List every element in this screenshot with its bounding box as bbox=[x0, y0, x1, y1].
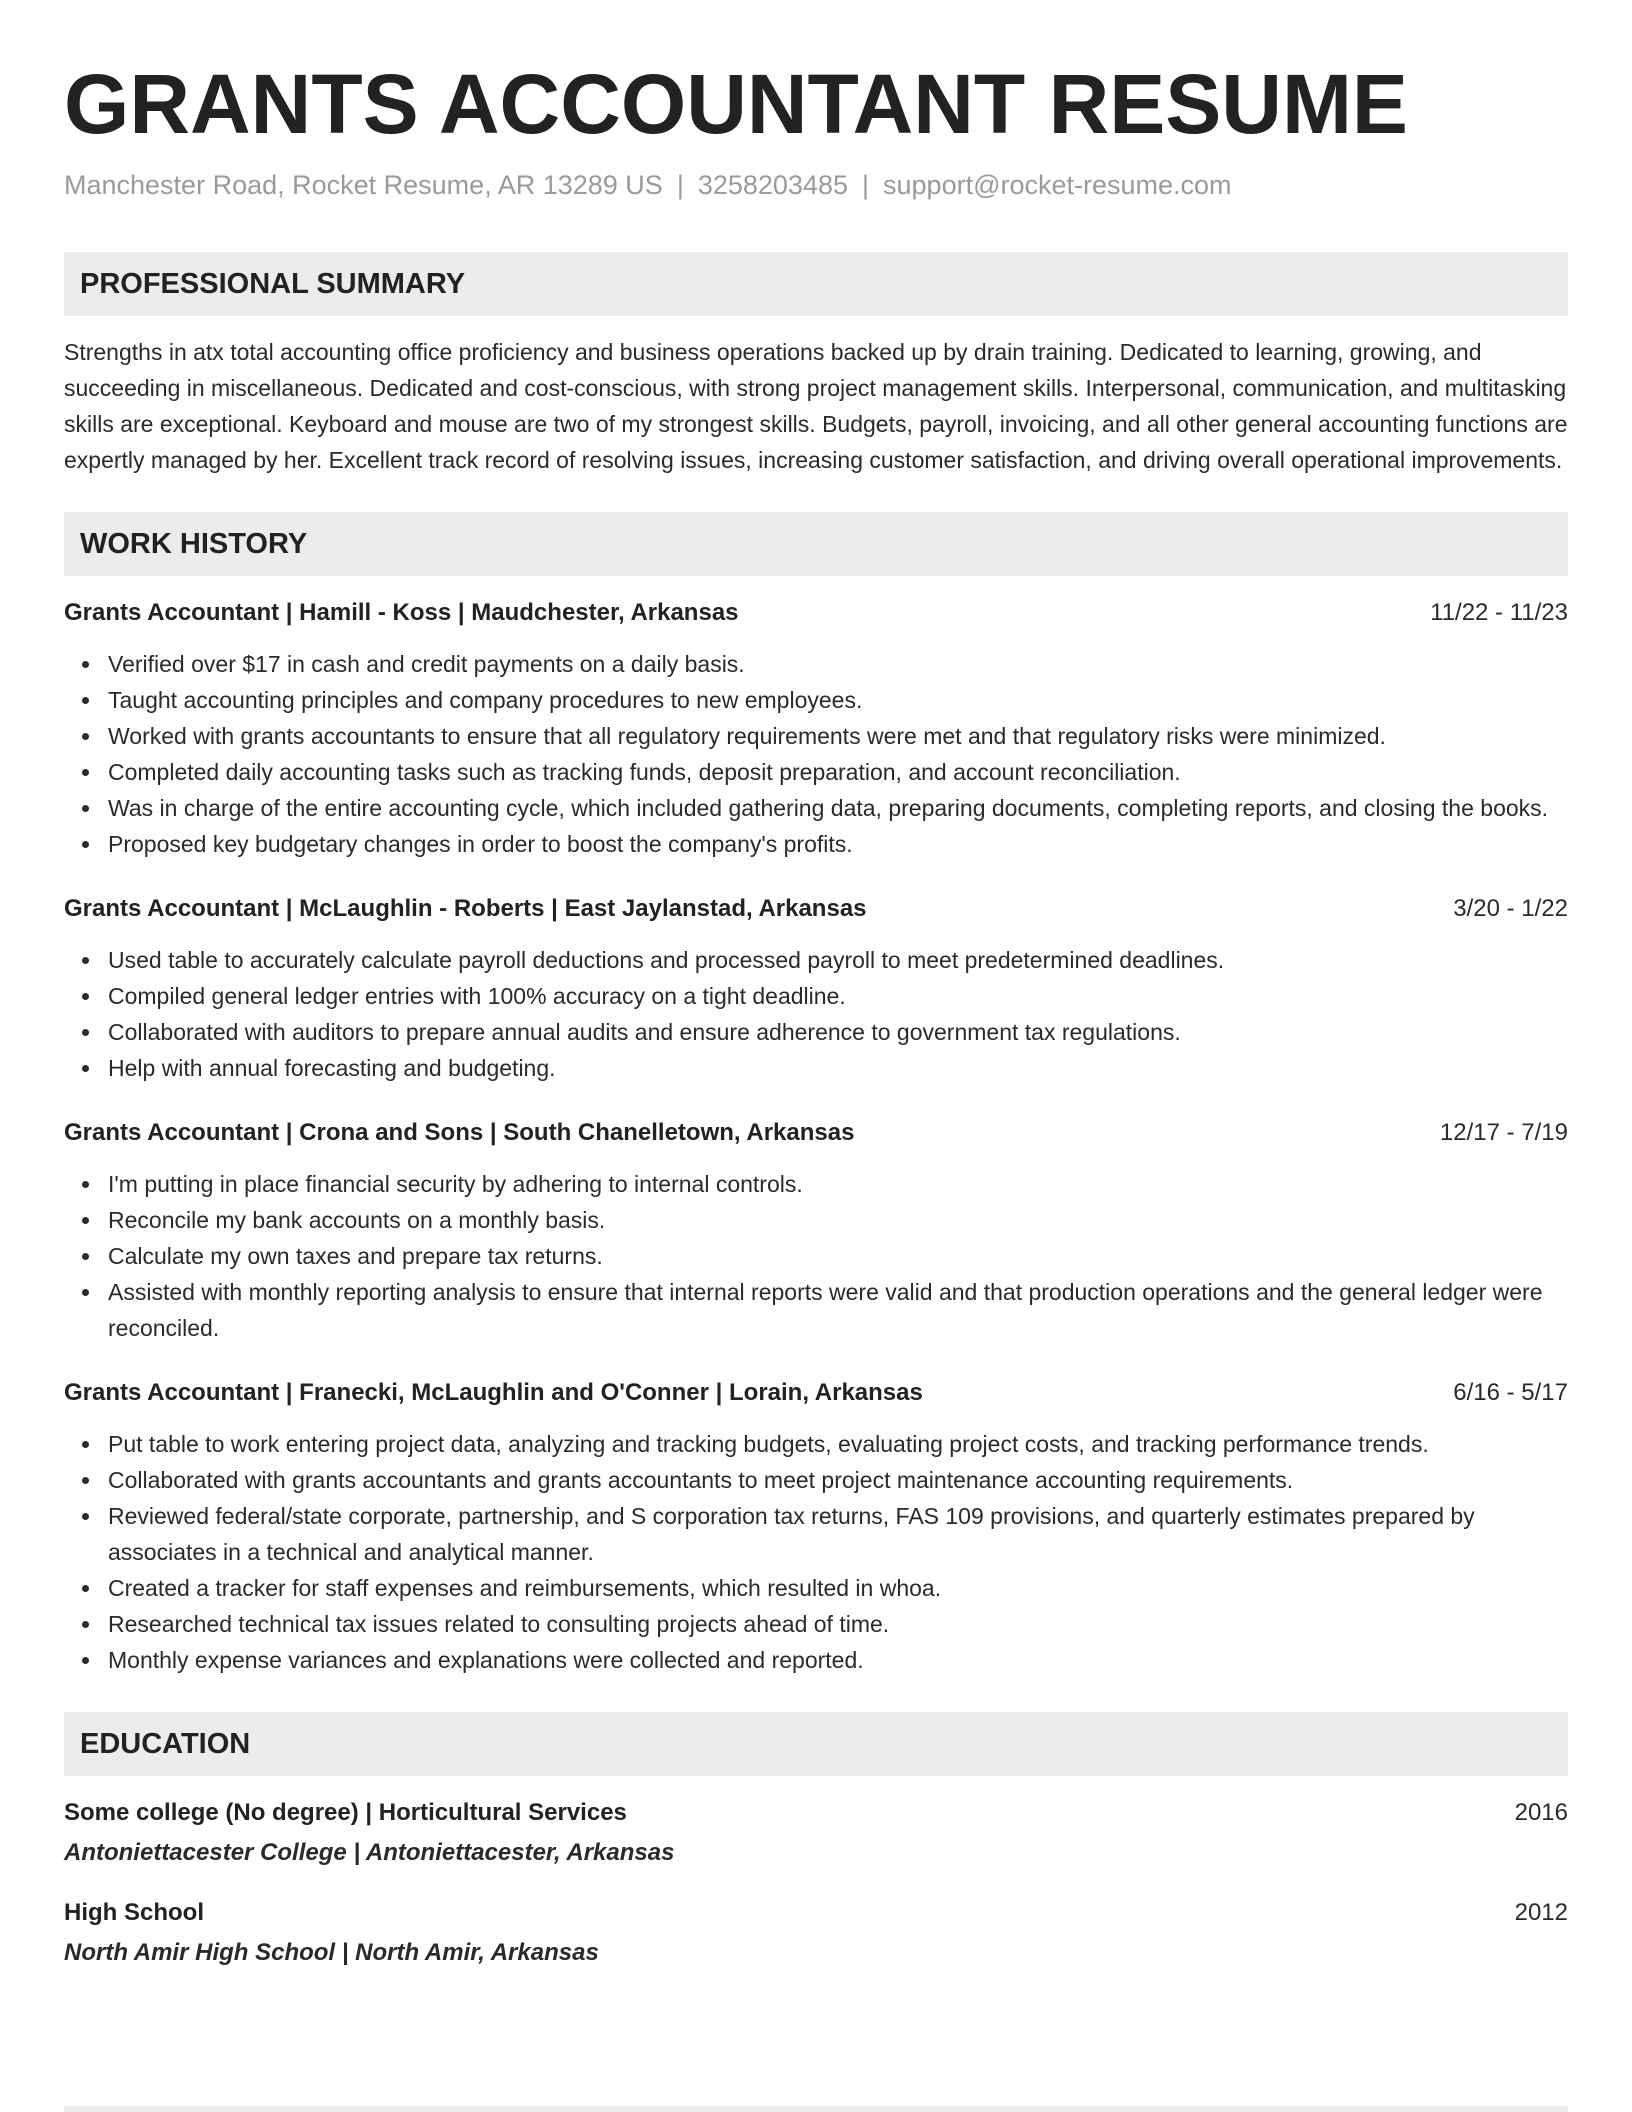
job-title: Grants Accountant | Crona and Sons | South Chanelletown, Arkansas bbox=[64, 1119, 855, 1146]
job-dates: 3/20 - 1/22 bbox=[1453, 895, 1568, 922]
bottom-divider bbox=[64, 2106, 1568, 2112]
job-title: Grants Accountant | Franecki, McLaughlin and O'Conner | Lorain, Arkansas bbox=[64, 1379, 923, 1406]
contact-phone: 3258203485 bbox=[697, 170, 848, 200]
job-bullet: Collaborated with auditors to prepare annual audits and ensure adherence to government tax regulations. bbox=[108, 1014, 1568, 1050]
section-header-summary: PROFESSIONAL SUMMARY bbox=[64, 252, 1568, 316]
summary-text: Strengths in atx total accounting office proficiency and business operations backed up by drain training. Dedicated to learning, growing, and succeeding in miscellaneous. Dedicated and cost-conscious, with strong project management skills. Interpersonal, communication, and multitasking skills are exceptional. Keyboard and mouse are two of my strongest skills. Budgets, payroll, invoicing, and all other general accounting functions are expertly managed by her. Excellent track record of resolving issues, increasing customer satisfaction, and driving overall operational improvements. bbox=[64, 339, 1568, 473]
job-header bbox=[64, 1376, 1568, 1410]
section-header-work-history: WORK HISTORY bbox=[64, 512, 1568, 576]
job-bullet: Reviewed federal/state corporate, partnership, and S corporation tax returns, FAS 109 provisions, and quarterly estimates prepared by associates in a technical and analytical manner. bbox=[108, 1498, 1568, 1570]
job-entry bbox=[64, 1376, 1568, 1678]
job-bullet: I'm putting in place financial security by adhering to internal controls. bbox=[108, 1166, 1568, 1202]
job-bullet: Used table to accurately calculate payroll deductions and processed payroll to meet predetermined deadlines. bbox=[108, 942, 1568, 978]
job-bullets bbox=[64, 1426, 1568, 1678]
job-bullet: Was in charge of the entire accounting cycle, which included gathering data, preparing documents, completing reports, and closing the books. bbox=[108, 790, 1568, 826]
job-bullet: Help with annual forecasting and budgeting. bbox=[108, 1050, 1568, 1086]
education-degree: High School bbox=[64, 1899, 204, 1926]
job-bullets bbox=[64, 1166, 1568, 1346]
education-header bbox=[64, 1796, 1568, 1830]
job-title: Grants Accountant | Hamill - Koss | Maudchester, Arkansas bbox=[64, 599, 739, 626]
job-bullet: Collaborated with grants accountants and grants accountants to meet project maintenance accounting requirements. bbox=[108, 1462, 1568, 1498]
job-title: Grants Accountant | McLaughlin - Roberts | East Jaylanstad, Arkansas bbox=[64, 895, 867, 922]
resume-title: GRANTS ACCOUNTANT RESUME bbox=[64, 57, 1408, 151]
education-school: North Amir High School | North Amir, Arkansas bbox=[64, 1939, 599, 1966]
section-header-education: EDUCATION bbox=[64, 1712, 1568, 1776]
job-header bbox=[64, 892, 1568, 926]
job-dates: 11/22 - 11/23 bbox=[1430, 599, 1568, 626]
education-year: 2016 bbox=[1514, 1799, 1568, 1826]
job-entry bbox=[64, 892, 1568, 1086]
education-header bbox=[64, 1896, 1568, 1930]
job-bullet: Calculate my own taxes and prepare tax returns. bbox=[108, 1238, 1568, 1274]
contact-separator: | bbox=[676, 170, 684, 200]
education-school: Antoniettacester College | Antoniettacester, Arkansas bbox=[64, 1839, 675, 1866]
job-bullet: Proposed key budgetary changes in order to boost the company's profits. bbox=[108, 826, 1568, 862]
job-bullet: Worked with grants accountants to ensure that all regulatory requirements were met and that regulatory risks were minimized. bbox=[108, 718, 1568, 754]
job-bullet: Verified over $17 in cash and credit payments on a daily basis. bbox=[108, 646, 1568, 682]
job-header bbox=[64, 1116, 1568, 1150]
job-dates: 12/17 - 7/19 bbox=[1439, 1119, 1568, 1146]
job-bullet: Compiled general ledger entries with 100% accuracy on a tight deadline. bbox=[108, 978, 1568, 1014]
job-bullet: Monthly expense variances and explanations were collected and reported. bbox=[108, 1642, 1568, 1678]
job-bullet: Taught accounting principles and company procedures to new employees. bbox=[108, 682, 1568, 718]
job-bullet: Researched technical tax issues related to consulting projects ahead of time. bbox=[108, 1606, 1568, 1642]
education-entry bbox=[64, 1896, 1568, 1970]
education-degree: Some college (No degree) | Horticultural Services bbox=[64, 1799, 627, 1826]
contact-email: support@rocket-resume.com bbox=[883, 170, 1232, 200]
job-entry bbox=[64, 596, 1568, 862]
education-year: 2012 bbox=[1514, 1899, 1568, 1926]
job-dates: 6/16 - 5/17 bbox=[1453, 1379, 1568, 1406]
contact-address: Manchester Road, Rocket Resume, AR 13289 US bbox=[64, 170, 663, 200]
job-entry bbox=[64, 1116, 1568, 1346]
job-bullet: Put table to work entering project data, analyzing and tracking budgets, evaluating project costs, and tracking performance trends. bbox=[108, 1426, 1568, 1462]
contact-line bbox=[64, 168, 1568, 202]
education-entry bbox=[64, 1796, 1568, 1870]
job-bullet: Created a tracker for staff expenses and reimbursements, which resulted in whoa. bbox=[108, 1570, 1568, 1606]
job-bullet: Assisted with monthly reporting analysis to ensure that internal reports were valid and that production operations and the general ledger were reconciled. bbox=[108, 1274, 1568, 1346]
job-bullets bbox=[64, 646, 1568, 862]
job-bullets bbox=[64, 942, 1568, 1086]
job-header bbox=[64, 596, 1568, 630]
job-bullet: Completed daily accounting tasks such as tracking funds, deposit preparation, and account reconciliation. bbox=[108, 754, 1568, 790]
contact-separator: | bbox=[862, 170, 870, 200]
job-bullet: Reconcile my bank accounts on a monthly basis. bbox=[108, 1202, 1568, 1238]
